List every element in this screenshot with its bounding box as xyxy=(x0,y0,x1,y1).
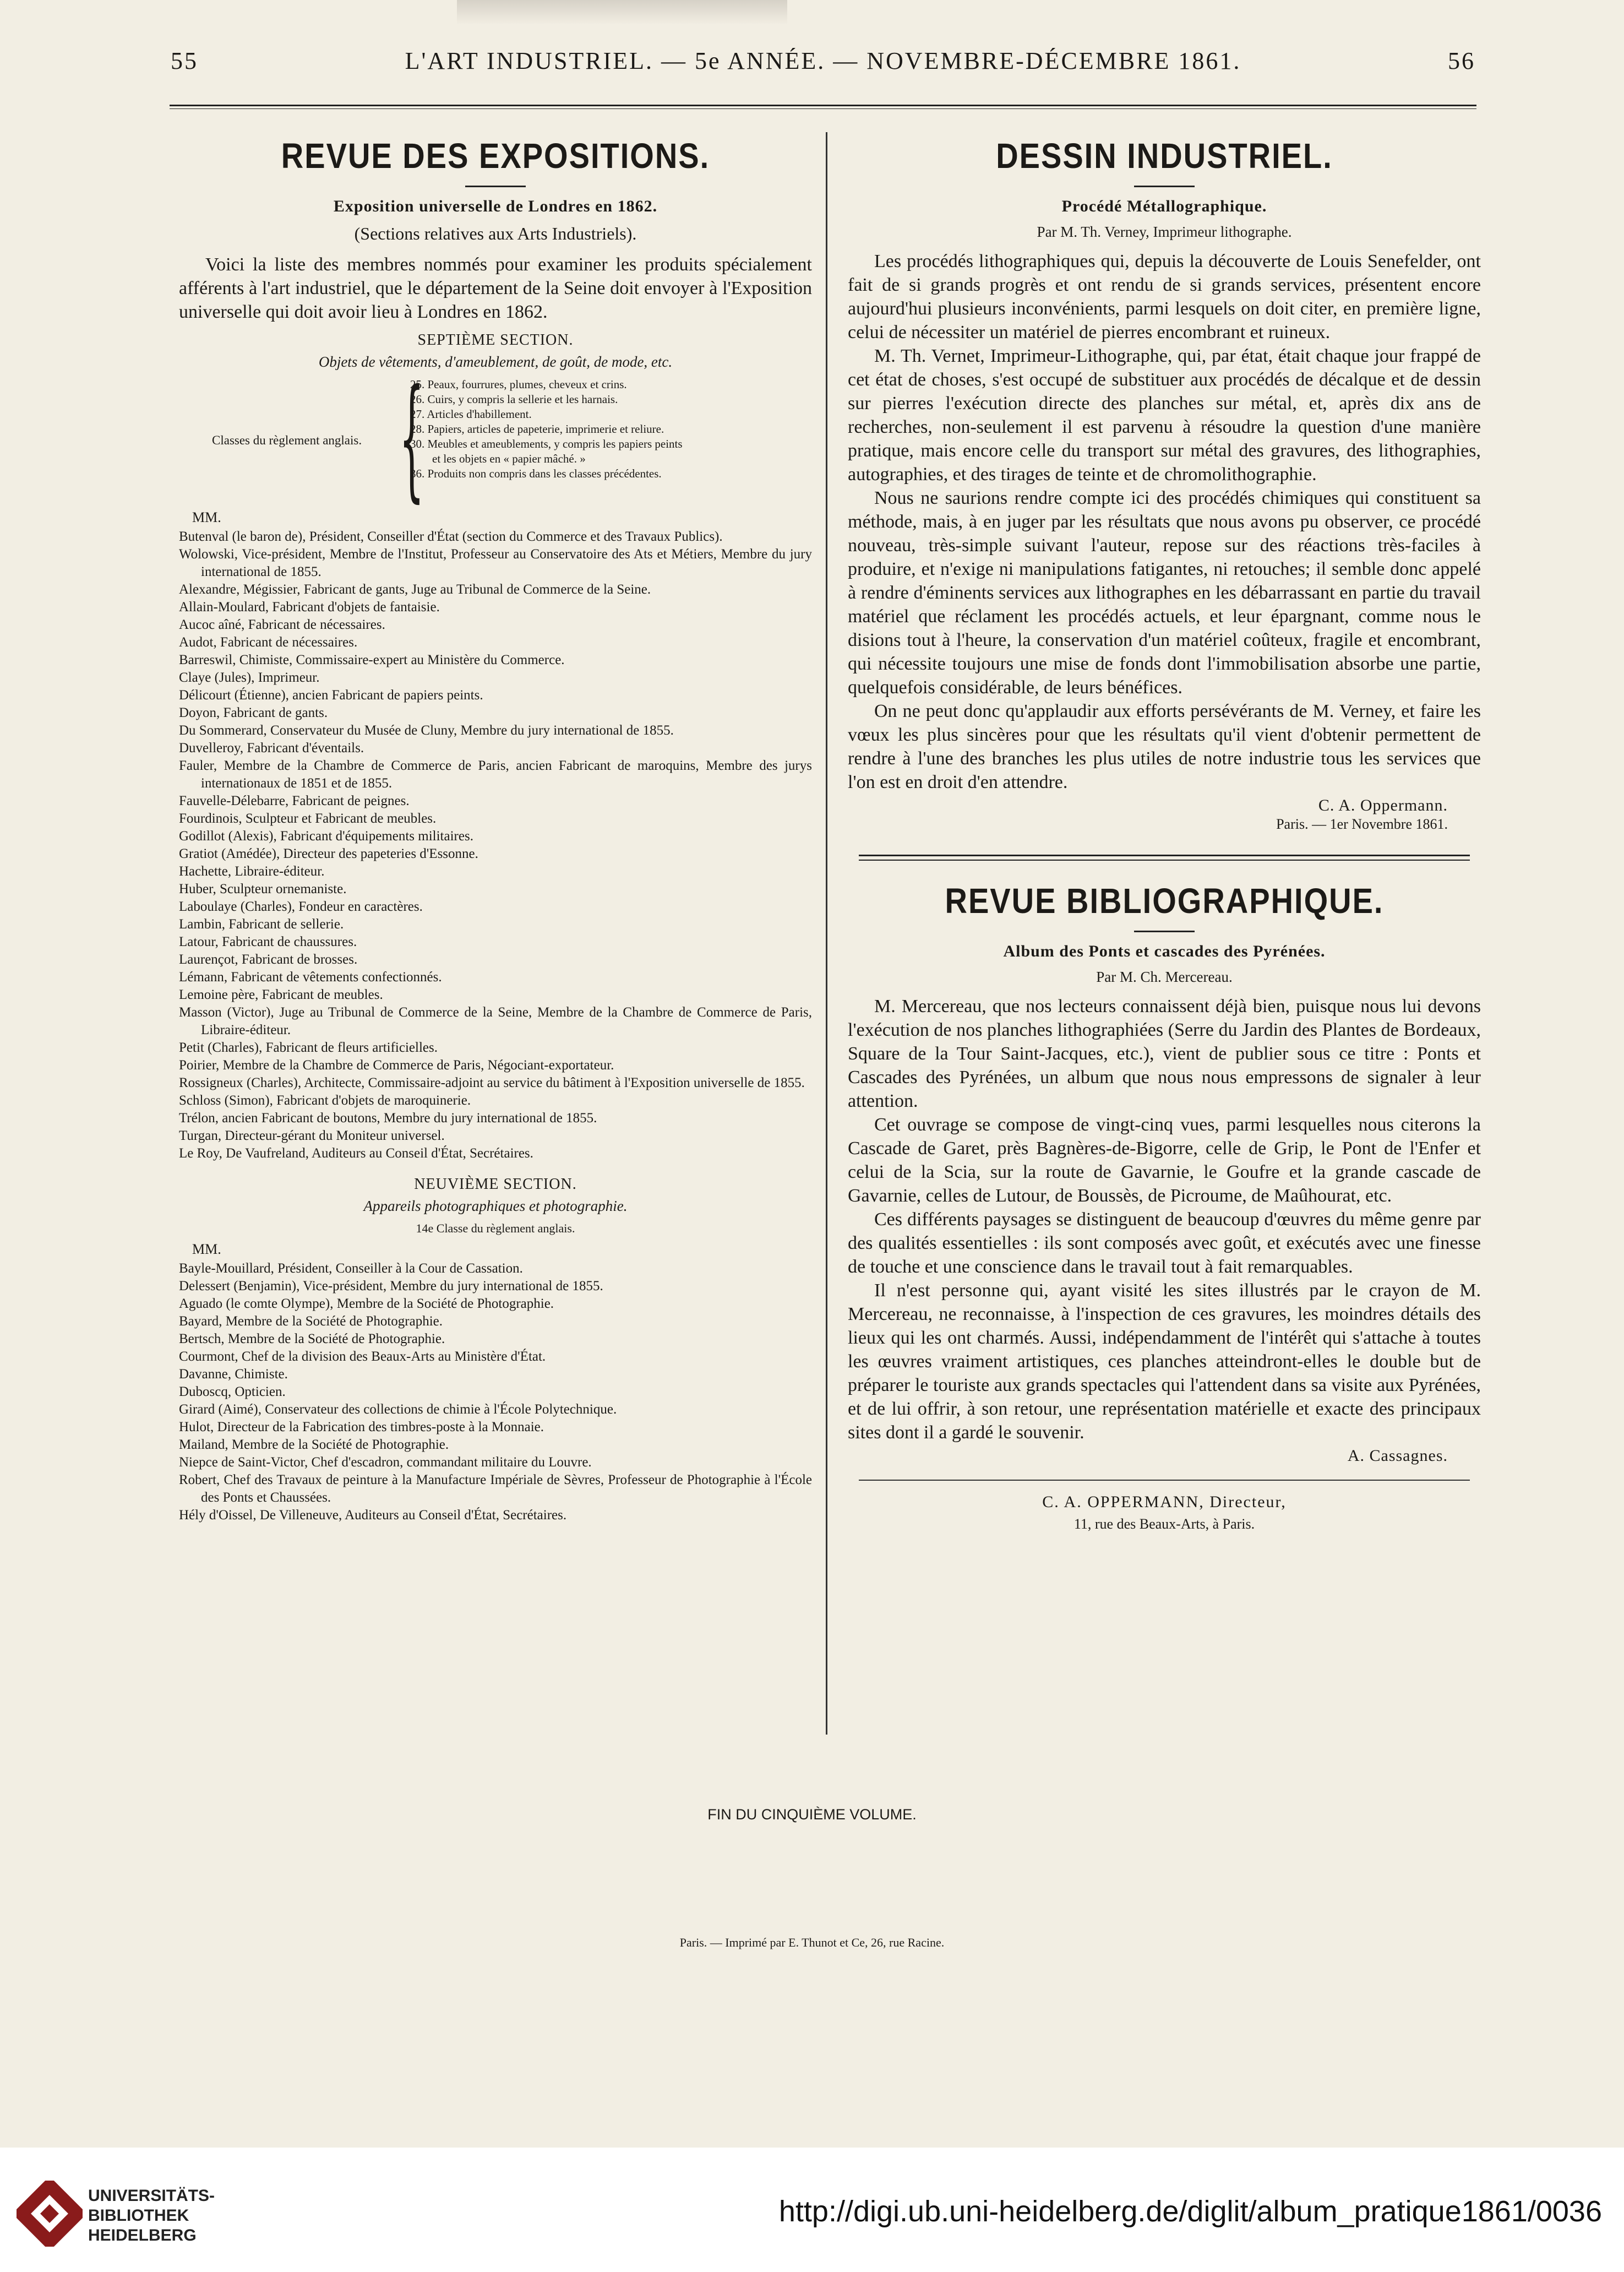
procede-subheading: Procédé Métallographique. xyxy=(1061,197,1267,215)
class-item: 30. Meubles et ameublements, y compris les papiers peints xyxy=(410,437,683,450)
member-entry: Petit (Charles), Fabricant de fleurs artificielles. xyxy=(179,1040,438,1055)
left-column xyxy=(179,135,812,1524)
library-name-line: HEIDELBERG xyxy=(88,2226,197,2244)
member-entry: Courmont, Chef de la division des Beaux-Arts au Ministère d'État. xyxy=(179,1349,546,1364)
member-entry: Huber, Sculpteur ornemaniste. xyxy=(179,882,347,896)
member-entry: Robert, Chef des Travaux de peinture à la Manufacture Impériale de Sèvres, Professeur de Photographie à l'École des Ponts et Chaussées. xyxy=(179,1472,812,1505)
member-entry: Hély d'Oissel, De Villeneuve, Auditeurs au Conseil d'État, Secrétaires. xyxy=(179,1508,567,1523)
source-url[interactable]: http://digi.ub.uni-heidelberg.de/diglit/album_pratique1861/0036 xyxy=(778,2195,1602,2228)
mm-label: MM. xyxy=(192,509,221,525)
biblio-byline: Par M. Ch. Mercereau. xyxy=(1096,969,1233,985)
library-footer xyxy=(0,2148,1624,2272)
member-entry: Fauvelle-Délebarre, Fabricant de peignes. xyxy=(179,793,410,808)
heading-rule xyxy=(1134,931,1195,932)
member-entry: Fourdinois, Sculpteur et Fabricant de meubles. xyxy=(179,811,437,826)
member-entry: Lambin, Fabricant de sellerie. xyxy=(179,917,344,932)
article-paragraph: Nous ne saurions rendre compte ici des procédés chimiques qui constituent sa méthode, mais, à en juger par les résultats que nous avons pu observer, ce procédé nouveau, très-simple suivant l'auteur, repose sur des réactions très-faciles à produire, et n'exige ni manipulations fatigantes, ni retouches; il semble donc appelé à rendre d'éminents services aux lithographes en les débarrassant en partie du travail matériel que réclament les procédés actuels, et leur épargnant, comme nous le disions tout à l'heure, la conservation d'un matériel coûteux, fragile et encombrant, qui nécessite toujours une mise de fonds dont l'immobilisation absorbe une partie, quelquefois considérable, de leurs bénéfices. xyxy=(848,488,1481,698)
article-date: Paris. — 1er Novembre 1861. xyxy=(1276,816,1448,832)
member-entry: Turgan, Directeur-gérant du Moniteur universel. xyxy=(179,1128,445,1143)
section7-members xyxy=(179,528,812,1162)
article-paragraph: M. Th. Vernet, Imprimeur-Lithographe, qui, par état, était chaque jour frappé de cet état de choses, s'est occupé de substituer aux procédés de décalque et de dessin sur pierres l'exécution directe des planches sur métal, et, après dix ans de recherches, non-seulement il est parvenu à résoudre la question d'une manière pratique, mais encore celle du transport sur métal des gravures, des lithographies, autographies, et des tirages de teinte et de chromolithographie. xyxy=(848,346,1481,485)
member-entry: Schloss (Simon), Fabricant d'objets de maroquinerie. xyxy=(179,1093,471,1108)
biblio-signature: A. Cassagnes. xyxy=(1347,1447,1448,1465)
procede-byline: Par M. Th. Verney, Imprimeur lithographe. xyxy=(1037,224,1292,240)
section9-title: NEUVIÈME SECTION. xyxy=(414,1176,577,1193)
end-of-volume: FIN DU CINQUIÈME VOLUME. xyxy=(707,1806,917,1823)
biblio-paragraph: Il n'est personne qui, ayant visité les sites illustrés par le crayon de M. Mercereau, ne reconnaisse, à l'inspection de ces gravures, les moindres détails des lieux qui les ont charmés. Aussi, indépendamment de l'intérêt qui s'attache à toutes les œuvres vraiment artistiques, ces planches atteindront-elles le double but de préparer le touriste aux grands spectacles qui l'attendent dans sa visite aux Pyrénées, et de lui offrir, à son retour, une représentation matérielle et exacte des principaux sites dont il a gardé le souvenir. xyxy=(848,1280,1481,1443)
biblio-paragraph: M. Mercereau, que nos lecteurs connaissent déjà bien, puisque nous lui devons l'exécution de nos planches lithographiées (Serre du Jardin des Plantes de Bordeaux, Square de la Tour Saint-Jacques, etc.), vient de publier sous ce titre : Ponts et Cascades des Pyrénées, un album que nous nous empressons de signaler à leur attention. xyxy=(848,996,1481,1111)
library-name-line: BIBLIOTHEK xyxy=(88,2206,189,2225)
member-entry: Bayard, Membre de la Société de Photographie. xyxy=(179,1314,443,1329)
section-double-rule xyxy=(859,855,1470,856)
printer-imprint: Paris. — Imprimé par E. Thunot et Ce, 26, rue Racine. xyxy=(679,1936,945,1949)
member-entry: Audot, Fabricant de nécessaires. xyxy=(179,635,358,650)
director-rule xyxy=(859,1480,1470,1481)
member-entry: Niepce de Saint-Victor, Chef d'escadron, commandant militaire du Louvre. xyxy=(179,1455,592,1470)
member-entry: Hulot, Directeur de la Fabrication des timbres-poste à la Monnaie. xyxy=(179,1420,544,1434)
member-entry: Duvelleroy, Fabricant d'éventails. xyxy=(179,741,364,755)
article-paragraph: On ne peut donc qu'applaudir aux efforts persévérants de M. Verney, et faire les vœux les plus sincères pour que les résultats qu'il vient d'obtenir permettent de rendre à l'une des branches les plus utiles de notre industrie tous les services que l'on est en droit d'en attendre. xyxy=(848,701,1481,792)
mm-label: MM. xyxy=(192,1241,221,1257)
member-entry: Allain-Moulard, Fabricant d'objets de fantaisie. xyxy=(179,600,440,615)
class-item: 28. Papiers, articles de papeterie, imprimerie et reliure. xyxy=(410,422,664,436)
class-item: et les objets en « papier mâché. » xyxy=(432,452,586,465)
section9-class-note: 14e Classe du règlement anglais. xyxy=(416,1221,575,1235)
member-entry: Poirier, Membre de la Chambre de Commerce de Paris, Négociant-exportateur. xyxy=(179,1058,614,1073)
class-item: 25. Peaux, fourrures, plumes, cheveux et crins. xyxy=(410,378,627,391)
member-entry: Fauler, Membre de la Chambre de Commerce de Paris, ancien Fabricant de maroquins, Membre des jurys internationaux de 1851 et de 1855. xyxy=(179,758,812,791)
library-name-line: UNIVERSITÄTS- xyxy=(88,2187,215,2205)
member-entry: Trélon, ancien Fabricant de boutons, Membre du jury international de 1855. xyxy=(179,1111,597,1126)
running-title: L'ART INDUSTRIEL. — 5e ANNÉE. — NOVEMBRE-DÉCEMBRE 1861. xyxy=(405,47,1241,74)
member-entry: Butenval (le baron de), Président, Conseiller d'État (section du Commerce et des Travaux Publics). xyxy=(179,529,723,544)
biblio-heading: REVUE BIBLIOGRAPHIQUE. xyxy=(945,880,1384,921)
member-entry: Gratiot (Amédée), Directeur des papeteries d'Essonne. xyxy=(179,846,478,861)
heading-rule xyxy=(1134,186,1195,187)
member-entry: Godillot (Alexis), Fabricant d'équipements militaires. xyxy=(179,829,473,844)
member-entry: Lémann, Fabricant de vêtements confectionnés. xyxy=(179,970,442,985)
member-entry: Du Sommerard, Conservateur du Musée de Cluny, Membre du jury international de 1855. xyxy=(179,723,674,738)
member-entry: Latour, Fabricant de chaussures. xyxy=(179,934,357,949)
biblio-subheading: Album des Ponts et cascades des Pyrénées. xyxy=(1003,942,1326,960)
member-entry: Girard (Aimé), Conservateur des collections de chimie à l'École Polytechnique. xyxy=(179,1402,617,1417)
running-header xyxy=(171,47,1475,85)
section9-members xyxy=(179,1260,812,1524)
exposition-subheading: Exposition universelle de Londres en 1862. xyxy=(333,197,658,215)
heading-rule xyxy=(465,186,526,187)
university-seal-icon xyxy=(17,2181,83,2247)
page-number-right: 56 xyxy=(1448,47,1475,74)
article-signature: C. A. Oppermann. xyxy=(1318,796,1448,814)
member-entry: Barreswil, Chimiste, Commissaire-expert au Ministère du Commerce. xyxy=(179,653,565,667)
member-entry: Laboulaye (Charles), Fondeur en caractères. xyxy=(179,899,423,914)
class-item: 26. Cuirs, y compris la sellerie et les harnais. xyxy=(410,393,618,406)
member-entry: Rossigneux (Charles), Architecte, Commissaire-adjoint au service du bâtiment à l'Exposition universelle de 1855. xyxy=(179,1075,805,1090)
header-rule-thin xyxy=(170,108,1476,109)
director-line: C. A. OPPERMANN, Directeur, xyxy=(1042,1493,1287,1511)
member-entry: Masson (Victor), Juge au Tribunal de Commerce de la Seine, Membre de la Chambre de Commerce de Paris, Libraire-éditeur. xyxy=(179,1005,812,1037)
member-entry: Laurençot, Fabricant de brosses. xyxy=(179,952,358,967)
member-entry: Wolowski, Vice-président, Membre de l'Institut, Professeur au Conservatoire des Ats et Métiers, Membre du jury international de 1855. xyxy=(179,547,812,579)
exposition-subtitle: (Sections relatives aux Arts Industriels). xyxy=(354,224,637,243)
member-entry: Bertsch, Membre de la Société de Photographie. xyxy=(179,1331,445,1346)
biblio-paragraph: Cet ouvrage se compose de vingt-cinq vues, parmi lesquelles nous citerons la Cascade de Garet, près Bagnères-de-Bigorre, celle de Grip, le Pont de l'Enfer et celui de la Scia, sur la route de Gavarnie, le Goufre et la grande cascade de Gavarnie, celles de Lutour, de Boussès, de Picroume, de Maûhourat, etc. xyxy=(848,1115,1481,1206)
brace-icon: { xyxy=(399,361,424,515)
classes-list xyxy=(410,377,683,481)
member-entry: Duboscq, Opticien. xyxy=(179,1384,286,1399)
dessin-heading: DESSIN INDUSTRIEL. xyxy=(996,135,1333,176)
section-double-rule xyxy=(859,860,1470,861)
member-entry: Aucoc aîné, Fabricant de nécessaires. xyxy=(179,617,385,632)
section7-title: SEPTIÈME SECTION. xyxy=(417,331,574,349)
classes-label: Classes du règlement anglais. xyxy=(212,433,362,447)
right-column xyxy=(848,135,1481,1532)
member-entry: Alexandre, Mégissier, Fabricant de gants, Juge au Tribunal de Commerce de la Seine. xyxy=(179,582,651,597)
class-item: 36. Produits non compris dans les classes précédentes. xyxy=(410,467,662,480)
director-address: 11, rue des Beaux-Arts, à Paris. xyxy=(1073,1516,1255,1532)
member-entry: Mailand, Membre de la Société de Photographie. xyxy=(179,1437,449,1452)
column-divider xyxy=(826,132,827,1735)
expositions-heading: REVUE DES EXPOSITIONS. xyxy=(281,135,710,176)
biblio-paragraph: Ces différents paysages se distinguent de beaucoup d'œuvres du même genre par des qualités essentielles : ils sont composés avec goût, et exécutés avec une finesse de touche et une conscience dans le travail tout à fait remarquables. xyxy=(848,1209,1481,1277)
article-paragraph: Les procédés lithographiques qui, depuis la découverte de Louis Senefelder, ont fait de si grands progrès et ont rendu de si grands services, présentent encore aujourd'hui plusieurs inconvénients, parmi lesquels on doit citer, en première ligne, celui de nécessiter un matériel de pierres encombrant et ruineux. xyxy=(848,251,1481,343)
section9-desc: Appareils photographiques et photographie. xyxy=(363,1198,628,1214)
header-rule xyxy=(170,105,1476,106)
library-name xyxy=(88,2186,215,2246)
member-entry: Delessert (Benjamin), Vice-président, Membre du jury international de 1855. xyxy=(179,1279,603,1293)
member-entry: Davanne, Chimiste. xyxy=(179,1367,288,1382)
member-entry: Doyon, Fabricant de gants. xyxy=(179,705,328,720)
member-entry: Hachette, Libraire-éditeur. xyxy=(179,864,325,879)
member-entry: Le Roy, De Vaufreland, Auditeurs au Conseil d'État, Secrétaires. xyxy=(179,1146,533,1161)
member-entry: Claye (Jules), Imprimeur. xyxy=(179,670,320,685)
member-entry: Lemoine père, Fabricant de meubles. xyxy=(179,987,383,1002)
intro-paragraph: Voici la liste des membres nommés pour examiner les produits spécialement afférents à l'art industriel, que le département de la Seine doit envoyer à l'Exposition universelle qui doit avoir lieu à Londres en 1862. xyxy=(179,254,812,322)
section7-desc: Objets de vêtements, d'ameublement, de goût, de mode, etc. xyxy=(318,354,673,370)
class-item: 27. Articles d'habillement. xyxy=(410,407,532,421)
member-entry: Bayle-Mouillard, Président, Conseiller à la Cour de Cassation. xyxy=(179,1261,523,1276)
page-number-left: 55 xyxy=(171,47,198,74)
member-entry: Aguado (le comte Olympe), Membre de la Société de Photographie. xyxy=(179,1296,554,1311)
member-entry: Délicourt (Étienne), ancien Fabricant de papiers peints. xyxy=(179,688,483,703)
scan-smudge xyxy=(457,0,787,25)
